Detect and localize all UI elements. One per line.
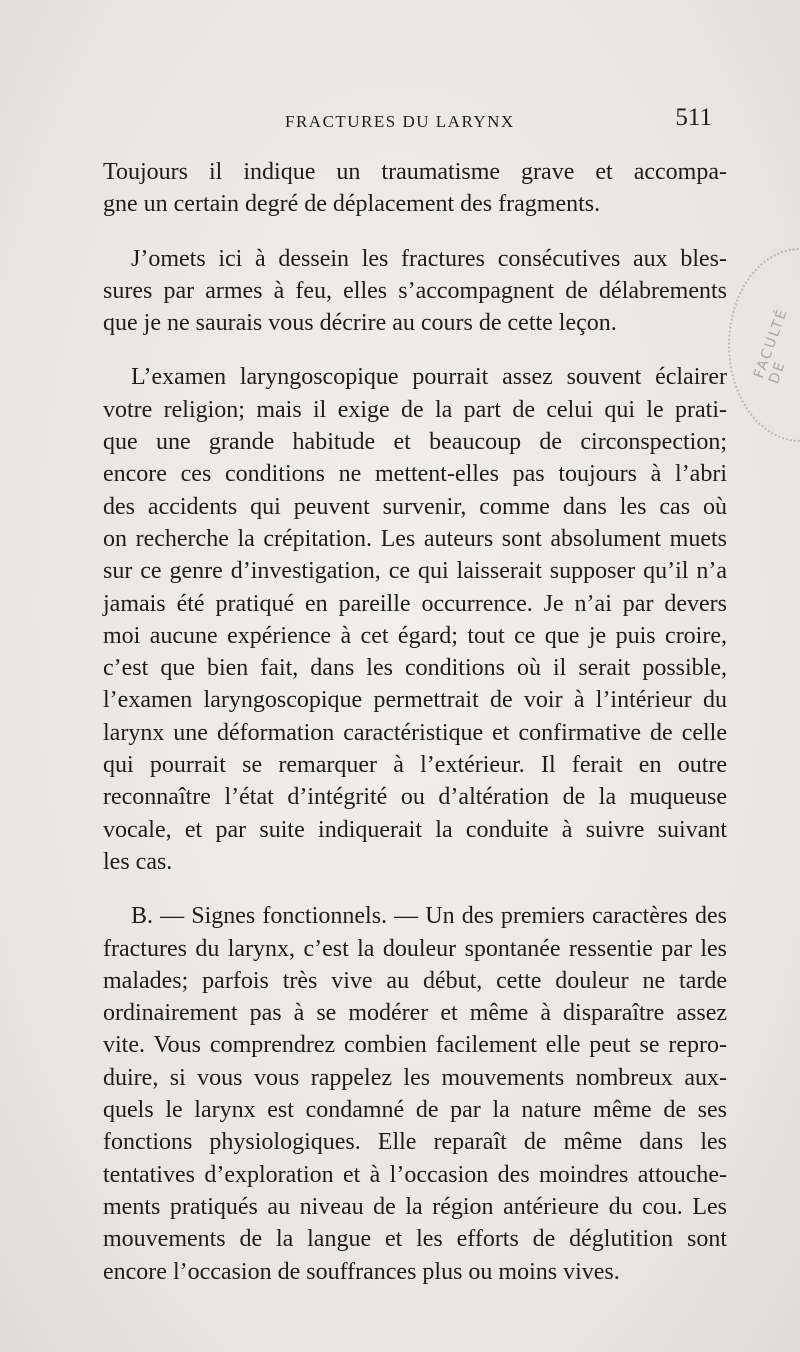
text-line: l’examen laryngoscopique permettrait de voir à l’intérieur du (103, 687, 727, 714)
body-text (103, 156, 727, 1288)
page-header (100, 104, 712, 144)
text-line: malades; parfois très vive au début, cette douleur ne tarde (103, 967, 727, 994)
library-stamp-text: FACULTÉ DE (751, 306, 792, 386)
paragraph-gap (103, 221, 727, 243)
paragraph-gap (103, 878, 727, 900)
text-line: fractures du larynx, c’est la douleur spontanée ressentie par les (103, 935, 727, 962)
text-line: L’examen laryngoscopique pourrait assez souvent éclairer (131, 364, 727, 391)
text-line: gne un certain degré de déplacement des fragments. (103, 191, 601, 218)
text-line: que je ne saurais vous décrire au cours de cette leçon. (103, 310, 617, 337)
paragraph (103, 243, 727, 340)
text-line: J’omets ici à dessein les fractures consécutives aux bles- (131, 245, 727, 272)
paragraph (103, 156, 727, 221)
running-title: FRACTURES DU LARYNX (285, 112, 515, 131)
text-line: que une grande habitude et beaucoup de circonspection; (103, 429, 727, 456)
text-line: B. — Signes fonctionnels. — Un des premiers caractères des (131, 903, 727, 930)
text-line: vite. Vous comprendrez combien facilement elle peut se repro- (103, 1032, 727, 1059)
text-line: moi aucune expérience à cet égard; tout ce que je puis croire, (103, 622, 727, 649)
text-line: reconnaître l’état d’intégrité ou d’altération de la muqueuse (103, 784, 727, 811)
text-line: sures par armes à feu, elles s’accompagnent de délabrements (103, 277, 727, 304)
text-line: larynx une déformation caractéristique et confirmative de celle (103, 719, 727, 746)
text-line: c’est que bien fait, dans les conditions où il serait possible, (103, 655, 727, 682)
paragraph (103, 361, 727, 878)
page-number: 511 (675, 104, 712, 131)
text-line: ordinairement pas à se modérer et même à disparaître assez (103, 1000, 727, 1027)
text-line: fonctions physiologiques. Elle reparaît de même dans les (103, 1129, 727, 1156)
text-line: encore l’occasion de souffrances plus ou moins vives. (103, 1258, 620, 1285)
text-line: tentatives d’exploration et à l’occasion des moindres attouche- (103, 1161, 727, 1188)
paragraph-gap (103, 339, 727, 361)
text-line: vocale, et par suite indiquerait la conduite à suivre suivant (103, 816, 727, 843)
text-line: quels le larynx est condamné de par la nature même de ses (103, 1097, 727, 1124)
text-line: des accidents qui peuvent survenir, comme dans les cas où (103, 493, 727, 520)
text-line: qui pourrait se remarquer à l’extérieur. Il ferait en outre (103, 752, 727, 779)
text-line: Toujours il indique un traumatisme grave et accompa- (103, 159, 727, 185)
text-line: ments pratiqués au niveau de la région antérieure du cou. Les (103, 1193, 727, 1220)
paragraph (103, 900, 727, 1288)
text-line: on recherche la crépitation. Les auteurs sont absolument muets (103, 525, 727, 552)
text-line: jamais été pratiqué en pareille occurrence. Je n’ai par devers (103, 590, 727, 617)
text-line: encore ces conditions ne mettent-elles pas toujours à l’abri (103, 461, 727, 488)
text-line: mouvements de la langue et les efforts de déglutition sont (103, 1226, 727, 1253)
text-line: duire, si vous vous rappelez les mouvements nombreux aux- (103, 1064, 727, 1091)
text-line: sur ce genre d’investigation, ce qui laisserait supposer qu’il n’a (103, 558, 727, 585)
text-line: votre religion; mais il exige de la part de celui qui le prati- (103, 396, 727, 423)
text-line: les cas. (103, 848, 173, 875)
